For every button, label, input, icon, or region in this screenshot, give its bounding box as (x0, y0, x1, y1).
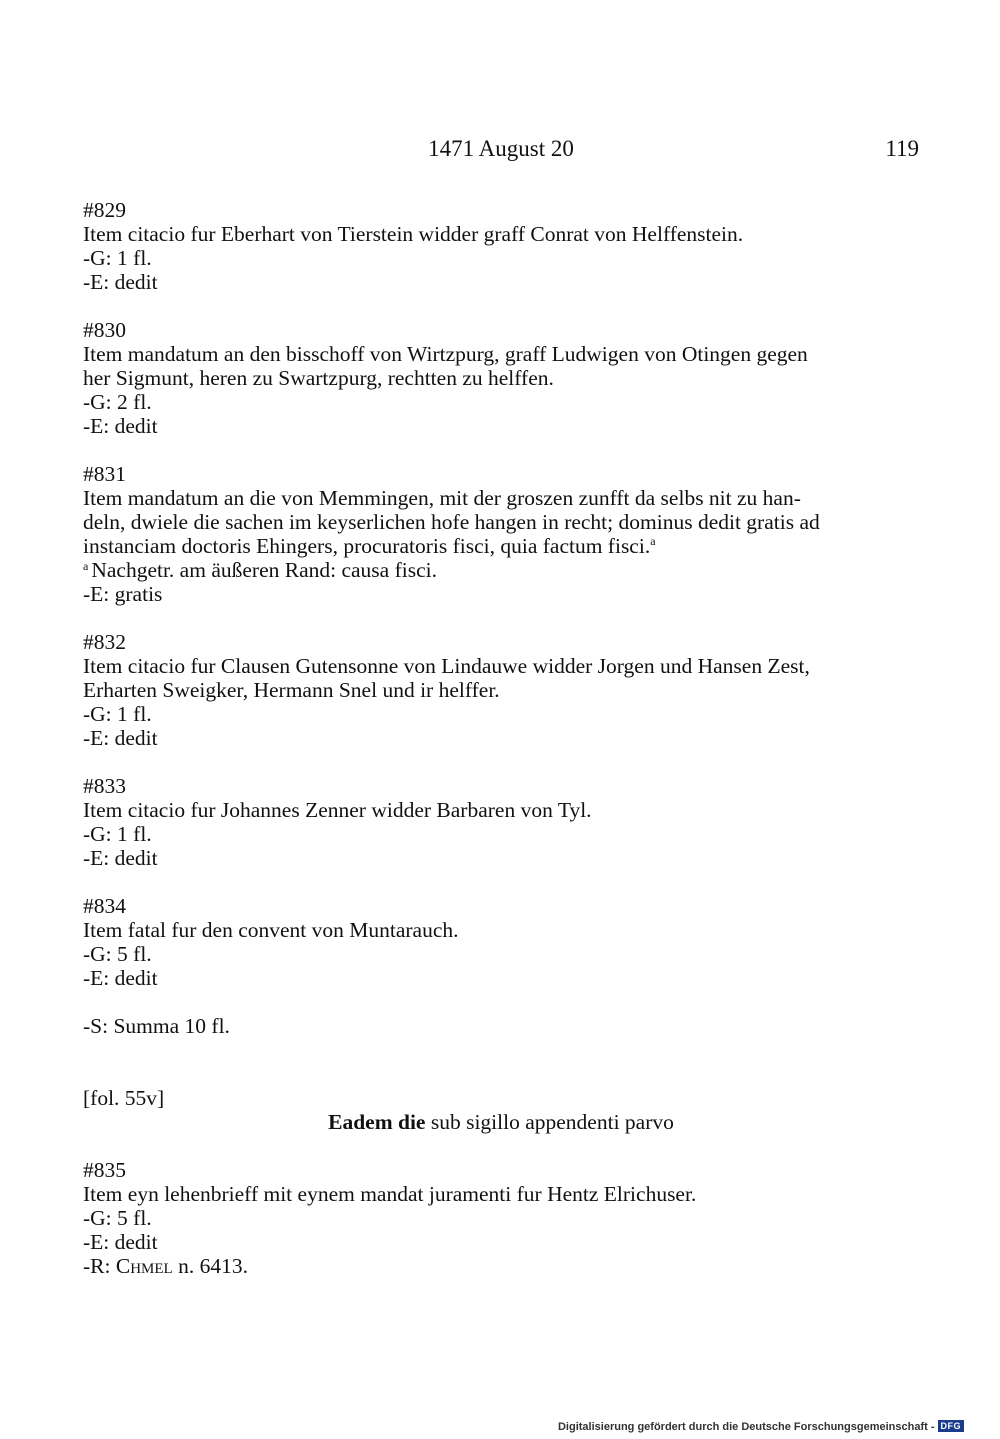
entry-number: #835 (83, 1158, 126, 1182)
folio-marker: [fol. 55v] (83, 1086, 165, 1110)
reference-prefix: -R: (83, 1254, 116, 1278)
page-number: 119 (885, 136, 919, 161)
entry-text-line: Item citacio fur Clausen Gutensonne von Lindauwe widder Jorgen und Hansen Zest, (83, 654, 810, 678)
entry-832 (83, 630, 919, 750)
footnote (83, 558, 919, 582)
digitization-credit (558, 1420, 964, 1433)
entry-status: -E: dedit (83, 846, 158, 870)
entry-text-line: Item citacio fur Eberhart von Tierstein widder graff Conrat von Helffenstein. (83, 222, 744, 246)
entry-number: #832 (83, 630, 126, 654)
reference-author: Chmel (115, 1254, 173, 1278)
footnote-marker: a (83, 559, 89, 573)
dfg-logo: DFG (938, 1420, 965, 1432)
entry-text-line: Item eyn lehenbrieff mit eynem mandat juramenti fur Hentz Elrichuser. (83, 1182, 697, 1206)
footnote-marker: a (650, 534, 656, 548)
entry-fee: -G: 1 fl. (83, 702, 152, 726)
entry-text-line: Erharten Sweigker, Hermann Snel und ir helffer. (83, 678, 500, 702)
summa-line: -S: Summa 10 fl. (83, 1014, 230, 1038)
entry-text-line: Item mandatum an die von Memmingen, mit der groszen zunfft da selbs nit zu han- (83, 486, 801, 510)
entry-fee: -G: 1 fl. (83, 246, 152, 270)
entry-fee: -G: 5 fl. (83, 942, 152, 966)
entry-status: -E: dedit (83, 270, 158, 294)
document-body (83, 198, 919, 1302)
entry-text-line: deln, dwiele die sachen im keyserlichen hofe hangen in recht; dominus dedit gratis ad (83, 510, 820, 534)
entry-text-line: Item citacio fur Johannes Zenner widder Barbaren von Tyl. (83, 798, 592, 822)
entry-fee: -G: 2 fl. (83, 390, 152, 414)
entry-830 (83, 318, 919, 438)
entry-status: -E: gratis (83, 582, 163, 606)
entry-status: -E: dedit (83, 966, 158, 990)
entry-number: #833 (83, 774, 126, 798)
entry-number: #830 (83, 318, 126, 342)
entry-834 (83, 894, 919, 990)
entry-text-line: Item mandatum an den bisschoff von Wirtzpurg, graff Ludwigen von Otingen gegen (83, 342, 808, 366)
entry-number: #829 (83, 198, 126, 222)
entry-833 (83, 774, 919, 870)
entry-text-line: Item fatal fur den convent von Muntarauch. (83, 918, 459, 942)
entry-status: -E: dedit (83, 726, 158, 750)
entry-text-line: instanciam doctoris Ehingers, procuratoris fisci, quia factum fisci. (83, 534, 651, 558)
section-heading (83, 1110, 919, 1134)
credit-text: Digitalisierung gefördert durch die Deutsche Forschungsgemeinschaft - (557, 1421, 935, 1433)
entry-status: -E: dedit (83, 1230, 158, 1254)
section-heading-bold: Eadem die (328, 1110, 426, 1134)
entry-status: -E: dedit (83, 414, 158, 438)
entry-829 (83, 198, 919, 294)
entry-text-line: her Sigmunt, heren zu Swartzpurg, rechtten zu helffen. (83, 366, 554, 390)
entry-831 (83, 462, 919, 606)
section-heading-rest: sub sigillo appendenti parvo (430, 1110, 674, 1134)
entry-number: #831 (83, 462, 126, 486)
entry-fee: -G: 1 fl. (83, 822, 152, 846)
reference-number: n. 6413. (172, 1254, 248, 1278)
entry-835 (83, 1158, 919, 1278)
page-header (83, 136, 919, 166)
running-title: 1471 August 20 (428, 136, 574, 161)
entry-number: #834 (83, 894, 126, 918)
entry-fee: -G: 5 fl. (83, 1206, 152, 1230)
entry-reference (83, 1254, 919, 1278)
footnote-text: Nachgetr. am äußeren Rand: causa fisci. (91, 558, 437, 582)
entry-text-line-with-note (83, 534, 919, 558)
